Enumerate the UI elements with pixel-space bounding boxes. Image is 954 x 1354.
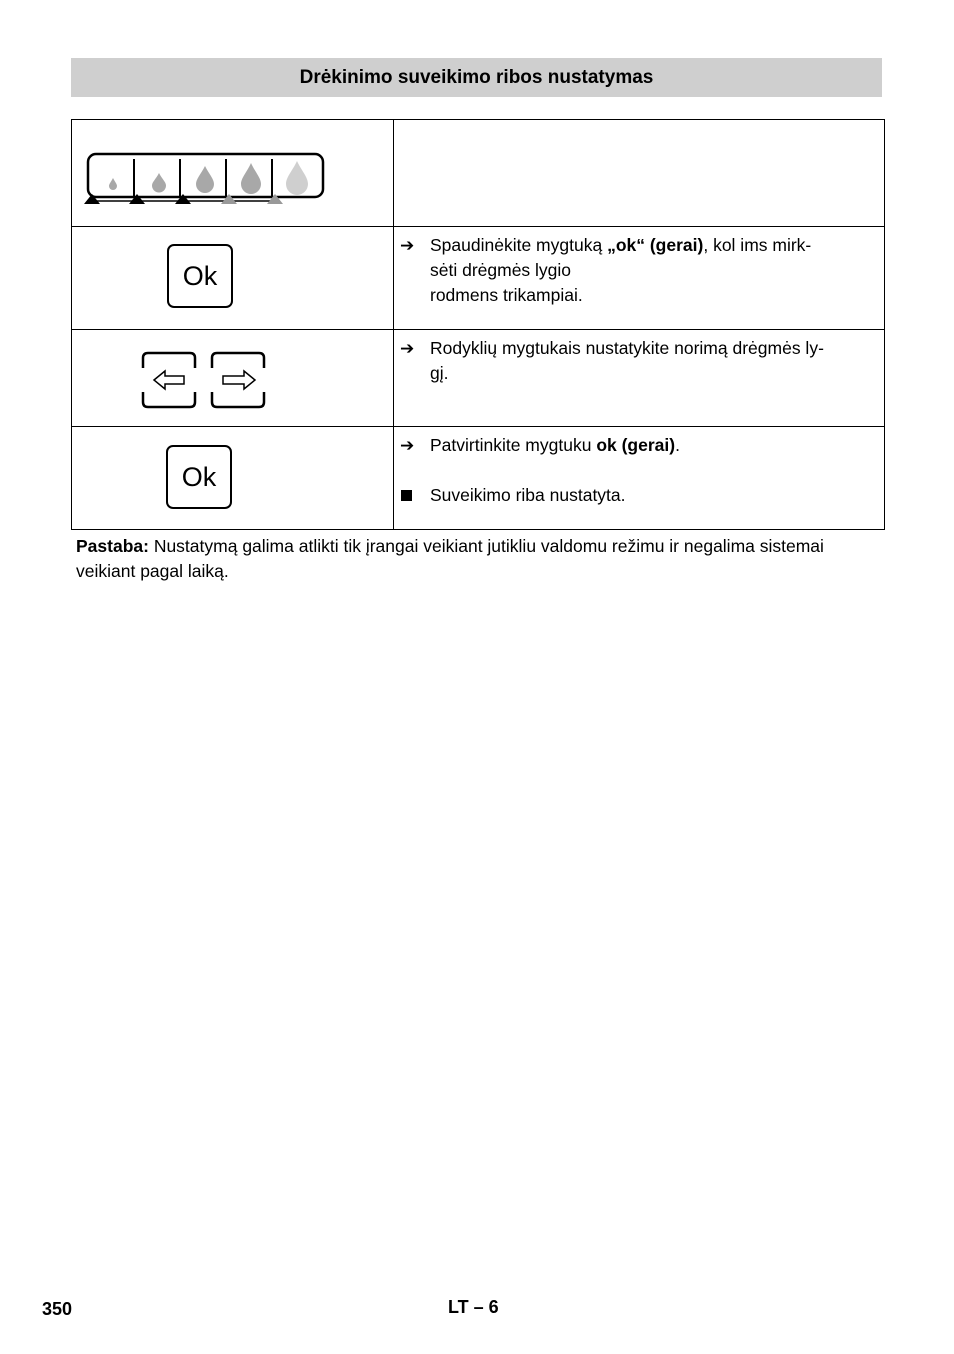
- note-text: Nustatymą galima atlikti tik įrangai veikiant jutikliu valdomu režimu ir negalima sistemai veikiant pagal laiką.: [76, 536, 824, 581]
- language-page-label: LT – 6: [448, 1297, 499, 1317]
- note-paragraph: [76, 534, 886, 584]
- right-arrow-button-icon: [209, 350, 269, 410]
- table-row: [72, 330, 885, 427]
- empty-text-cell: [394, 120, 885, 227]
- ok-button-icon: Ok: [167, 244, 233, 308]
- step-line: Spaudinėkite mygtuką „ok“ (gerai), kol ims mirk-: [430, 235, 812, 255]
- step-line: rodmens trikampiai.: [430, 285, 583, 305]
- step-text: [394, 427, 885, 530]
- result-line: Suveikimo riba nustatyta.: [430, 485, 626, 505]
- arrows-icon-cell: [72, 330, 394, 427]
- section-title: Drėkinimo suveikimo ribos nustatymas: [71, 58, 882, 97]
- arrow-marker-icon: ➔: [400, 236, 415, 255]
- step-text: [394, 227, 885, 330]
- ok-icon-cell: [72, 227, 394, 330]
- step-line: gį.: [430, 363, 449, 383]
- table-row: [72, 227, 885, 330]
- table-row: [72, 120, 885, 227]
- left-arrow-button-icon: [140, 350, 200, 410]
- ok-icon-cell: [72, 427, 394, 530]
- page-number: 350: [42, 1299, 73, 1319]
- step-line: sėti drėgmės lygio: [430, 260, 572, 280]
- humidity-level-display-icon: [82, 151, 328, 207]
- step-line: Rodyklių mygtukais nustatykite norimą drėgmės ly-: [430, 338, 824, 358]
- step-text: [394, 330, 885, 427]
- ok-button-icon: Ok: [166, 445, 232, 509]
- arrow-marker-icon: ➔: [400, 436, 415, 455]
- arrow-marker-icon: ➔: [400, 339, 415, 358]
- instruction-table: [71, 119, 885, 530]
- note-label: Pastaba:: [76, 536, 149, 556]
- table-row: [72, 427, 885, 530]
- display-icon-cell: [72, 120, 394, 227]
- step-line: Patvirtinkite mygtuku ok (gerai).: [430, 435, 680, 455]
- result-square-icon: [400, 483, 430, 508]
